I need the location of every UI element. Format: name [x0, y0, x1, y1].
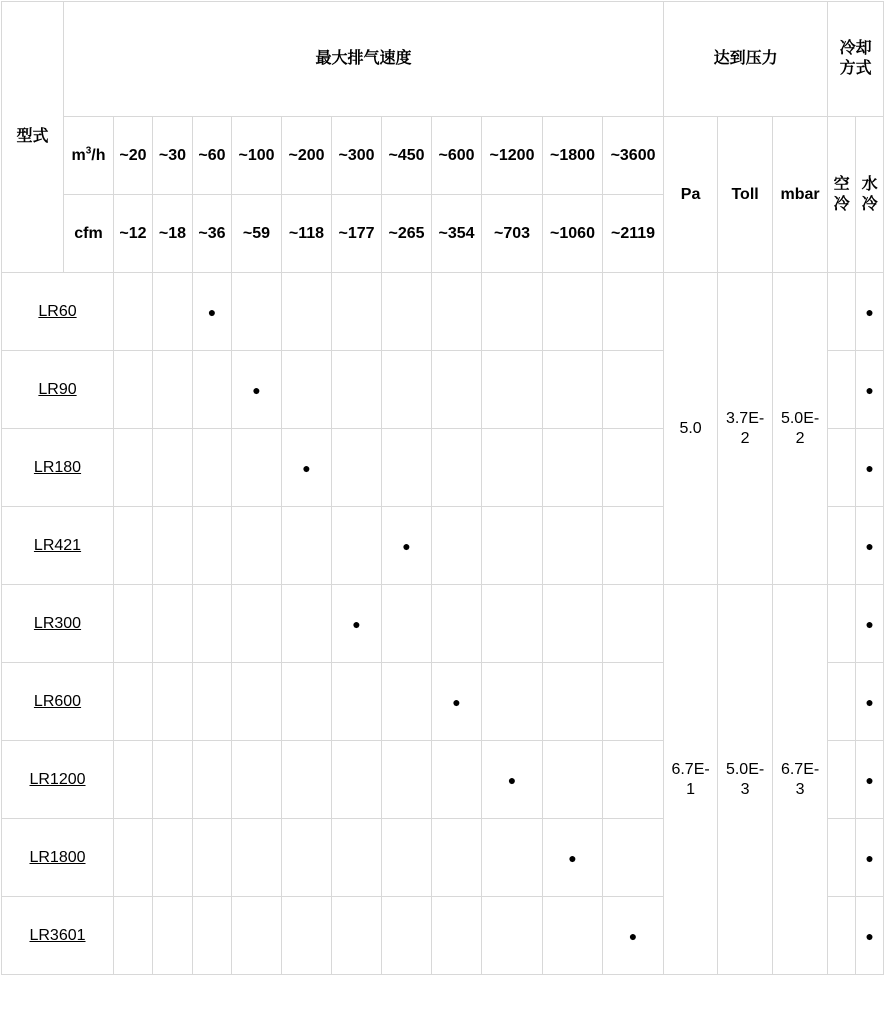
speed-cell — [543, 585, 603, 663]
cooling-water-marker: ● — [856, 585, 884, 663]
speed-cell — [232, 897, 282, 975]
speed-cell — [432, 507, 482, 585]
cooling-water-marker: ● — [856, 351, 884, 429]
unit-m3h-label: $m^3/h$ — [64, 117, 114, 195]
speed-cell — [232, 585, 282, 663]
speed-cell — [153, 663, 193, 741]
pressure-mbar-value: 6.7E- 3 — [773, 585, 828, 975]
speed-cell — [232, 819, 282, 897]
speed-cell — [153, 741, 193, 819]
speed-cell — [603, 741, 664, 819]
speed-cell — [603, 429, 664, 507]
speed-cell — [432, 585, 482, 663]
pump-spec-table — [1, 1, 884, 975]
cooling-method-header — [828, 2, 884, 117]
speed-cell — [432, 351, 482, 429]
speed-marker: ● — [332, 585, 382, 663]
speed-cell — [543, 507, 603, 585]
speed-cell — [282, 585, 332, 663]
m3h-value: ~600 — [432, 117, 482, 195]
cfm-value: ~12 — [114, 195, 153, 273]
pressure-unit-toll: Toll — [718, 117, 773, 273]
speed-cell — [482, 819, 543, 897]
speed-cell — [332, 429, 382, 507]
cfm-value: ~703 — [482, 195, 543, 273]
speed-cell — [603, 663, 664, 741]
speed-cell — [543, 897, 603, 975]
speed-cell — [282, 351, 332, 429]
speed-cell — [232, 741, 282, 819]
speed-cell — [153, 273, 193, 351]
speed-cell — [432, 429, 482, 507]
speed-cell — [114, 273, 153, 351]
speed-cell — [603, 585, 664, 663]
speed-cell — [114, 507, 153, 585]
speed-cell — [153, 585, 193, 663]
speed-cell — [482, 585, 543, 663]
cooling-water-marker: ● — [856, 819, 884, 897]
model-cell — [2, 273, 114, 351]
table-row — [2, 585, 884, 663]
speed-cell — [382, 663, 432, 741]
m3h-value: ~300 — [332, 117, 382, 195]
model-link[interactable]: LR600 — [33, 692, 82, 710]
cooling-air-header: 空 冷 — [828, 117, 856, 273]
speed-cell — [114, 585, 153, 663]
speed-cell — [153, 897, 193, 975]
speed-cell — [232, 273, 282, 351]
speed-cell — [432, 741, 482, 819]
m3h-value: ~450 — [382, 117, 432, 195]
pressure-pa-value: 6.7E- 1 — [664, 585, 718, 975]
cooling-title-line2: 方式 — [839, 60, 872, 77]
speed-cell — [603, 819, 664, 897]
speed-cell — [482, 351, 543, 429]
speed-cell — [232, 663, 282, 741]
cfm-value: ~265 — [382, 195, 432, 273]
pressure-toll-value: 3.7E- 2 — [718, 273, 773, 585]
unit-cfm-label: cfm — [64, 195, 114, 273]
cooling-water-marker: ● — [856, 429, 884, 507]
speed-cell — [432, 897, 482, 975]
speed-cell — [603, 273, 664, 351]
pressure-mbar-value: 5.0E- 2 — [773, 273, 828, 585]
speed-cell — [232, 429, 282, 507]
model-link[interactable]: LR421 — [33, 536, 82, 554]
speed-cell — [193, 741, 232, 819]
speed-cell — [603, 351, 664, 429]
model-cell — [2, 585, 114, 663]
m3h-value: ~20 — [114, 117, 153, 195]
speed-cell — [114, 897, 153, 975]
cooling-water-header: 水 冷 — [856, 117, 884, 273]
cooling-water-marker: ● — [856, 663, 884, 741]
cooling-water-marker: ● — [856, 897, 884, 975]
speed-cell — [543, 429, 603, 507]
speed-cell — [282, 897, 332, 975]
model-cell — [2, 897, 114, 975]
model-link[interactable]: LR90 — [38, 380, 77, 398]
cfm-value: ~177 — [332, 195, 382, 273]
pressure-unit-pa: Pa — [664, 117, 718, 273]
m3h-value: ~100 — [232, 117, 282, 195]
model-cell — [2, 663, 114, 741]
speed-cell — [282, 741, 332, 819]
speed-cell — [153, 351, 193, 429]
speed-cell — [332, 663, 382, 741]
model-link[interactable]: LR3601 — [29, 926, 86, 944]
m3h-value: ~30 — [153, 117, 193, 195]
speed-cell — [543, 741, 603, 819]
speed-cell — [332, 507, 382, 585]
cooling-air-cell — [828, 741, 856, 819]
speed-cell — [193, 585, 232, 663]
speed-cell — [603, 507, 664, 585]
model-link[interactable]: LR300 — [33, 614, 82, 632]
speed-marker: ● — [382, 507, 432, 585]
speed-cell — [114, 663, 153, 741]
speed-cell — [153, 819, 193, 897]
speed-cell — [193, 351, 232, 429]
speed-cell — [193, 897, 232, 975]
cfm-value: ~36 — [193, 195, 232, 273]
speed-cell — [382, 741, 432, 819]
model-cell — [2, 351, 114, 429]
cooling-air-cell — [828, 507, 856, 585]
speed-marker: ● — [193, 273, 232, 351]
speed-marker: ● — [543, 819, 603, 897]
cooling-air-cell — [828, 429, 856, 507]
speed-marker: ● — [603, 897, 664, 975]
m3h-value: ~60 — [193, 117, 232, 195]
speed-cell — [282, 507, 332, 585]
pressure-unit-mbar: mbar — [773, 117, 828, 273]
speed-cell — [114, 819, 153, 897]
pressure-toll-value: 5.0E- 3 — [718, 585, 773, 975]
cooling-water-marker: ● — [856, 507, 884, 585]
speed-cell — [282, 819, 332, 897]
cfm-value: ~118 — [282, 195, 332, 273]
speed-cell — [382, 585, 432, 663]
model-link[interactable]: LR1200 — [29, 770, 86, 788]
cooling-air-cell — [828, 819, 856, 897]
speed-cell — [282, 273, 332, 351]
cfm-value: ~18 — [153, 195, 193, 273]
cfm-value: ~59 — [232, 195, 282, 273]
m3h-value: ~3600 — [603, 117, 664, 195]
speed-cell — [114, 351, 153, 429]
speed-cell — [482, 897, 543, 975]
model-link[interactable]: LR180 — [33, 458, 82, 476]
cooling-air-cell — [828, 897, 856, 975]
model-cell — [2, 507, 114, 585]
cooling-water-marker: ● — [856, 741, 884, 819]
speed-cell — [282, 663, 332, 741]
speed-cell — [193, 663, 232, 741]
cooling-air-cell — [828, 663, 856, 741]
speed-cell — [332, 741, 382, 819]
model-cell — [2, 741, 114, 819]
speed-cell — [382, 273, 432, 351]
speed-cell — [232, 507, 282, 585]
speed-cell — [114, 741, 153, 819]
speed-cell — [193, 429, 232, 507]
cooling-air-cell — [828, 585, 856, 663]
speed-cell — [153, 429, 193, 507]
speed-cell — [482, 507, 543, 585]
model-link[interactable]: LR60 — [38, 302, 77, 320]
ultimate-pressure-header: 达到压力 — [664, 2, 828, 117]
speed-cell — [382, 351, 432, 429]
cooling-title-line1: 冷却 — [839, 40, 872, 57]
cfm-value: ~354 — [432, 195, 482, 273]
pressure-pa-value: 5.0 — [664, 273, 718, 585]
speed-cell — [114, 429, 153, 507]
speed-cell — [332, 351, 382, 429]
speed-cell — [193, 507, 232, 585]
cfm-value: ~1060 — [543, 195, 603, 273]
speed-marker: ● — [482, 741, 543, 819]
cfm-value: ~2119 — [603, 195, 664, 273]
speed-cell — [543, 273, 603, 351]
speed-cell — [382, 819, 432, 897]
m3h-value: ~200 — [282, 117, 332, 195]
speed-cell — [482, 663, 543, 741]
speed-cell — [332, 819, 382, 897]
table-row — [2, 273, 884, 351]
speed-marker: ● — [282, 429, 332, 507]
speed-cell — [432, 819, 482, 897]
speed-cell — [482, 429, 543, 507]
speed-marker: ● — [232, 351, 282, 429]
m3h-value: ~1800 — [543, 117, 603, 195]
speed-marker: ● — [432, 663, 482, 741]
speed-cell — [543, 663, 603, 741]
cooling-water-marker: ● — [856, 273, 884, 351]
model-link[interactable]: LR1800 — [29, 848, 86, 866]
speed-cell — [332, 273, 382, 351]
cooling-air-cell — [828, 273, 856, 351]
model-cell — [2, 819, 114, 897]
speed-cell — [382, 897, 432, 975]
type-header: 型式 — [2, 2, 64, 273]
m3h-value: ~1200 — [482, 117, 543, 195]
speed-cell — [432, 273, 482, 351]
model-cell — [2, 429, 114, 507]
cooling-air-cell — [828, 351, 856, 429]
speed-cell — [153, 507, 193, 585]
speed-cell — [332, 897, 382, 975]
speed-cell — [482, 273, 543, 351]
speed-cell — [193, 819, 232, 897]
max-pumping-speed-header: 最大排气速度 — [64, 2, 664, 117]
speed-cell — [543, 351, 603, 429]
speed-cell — [382, 429, 432, 507]
